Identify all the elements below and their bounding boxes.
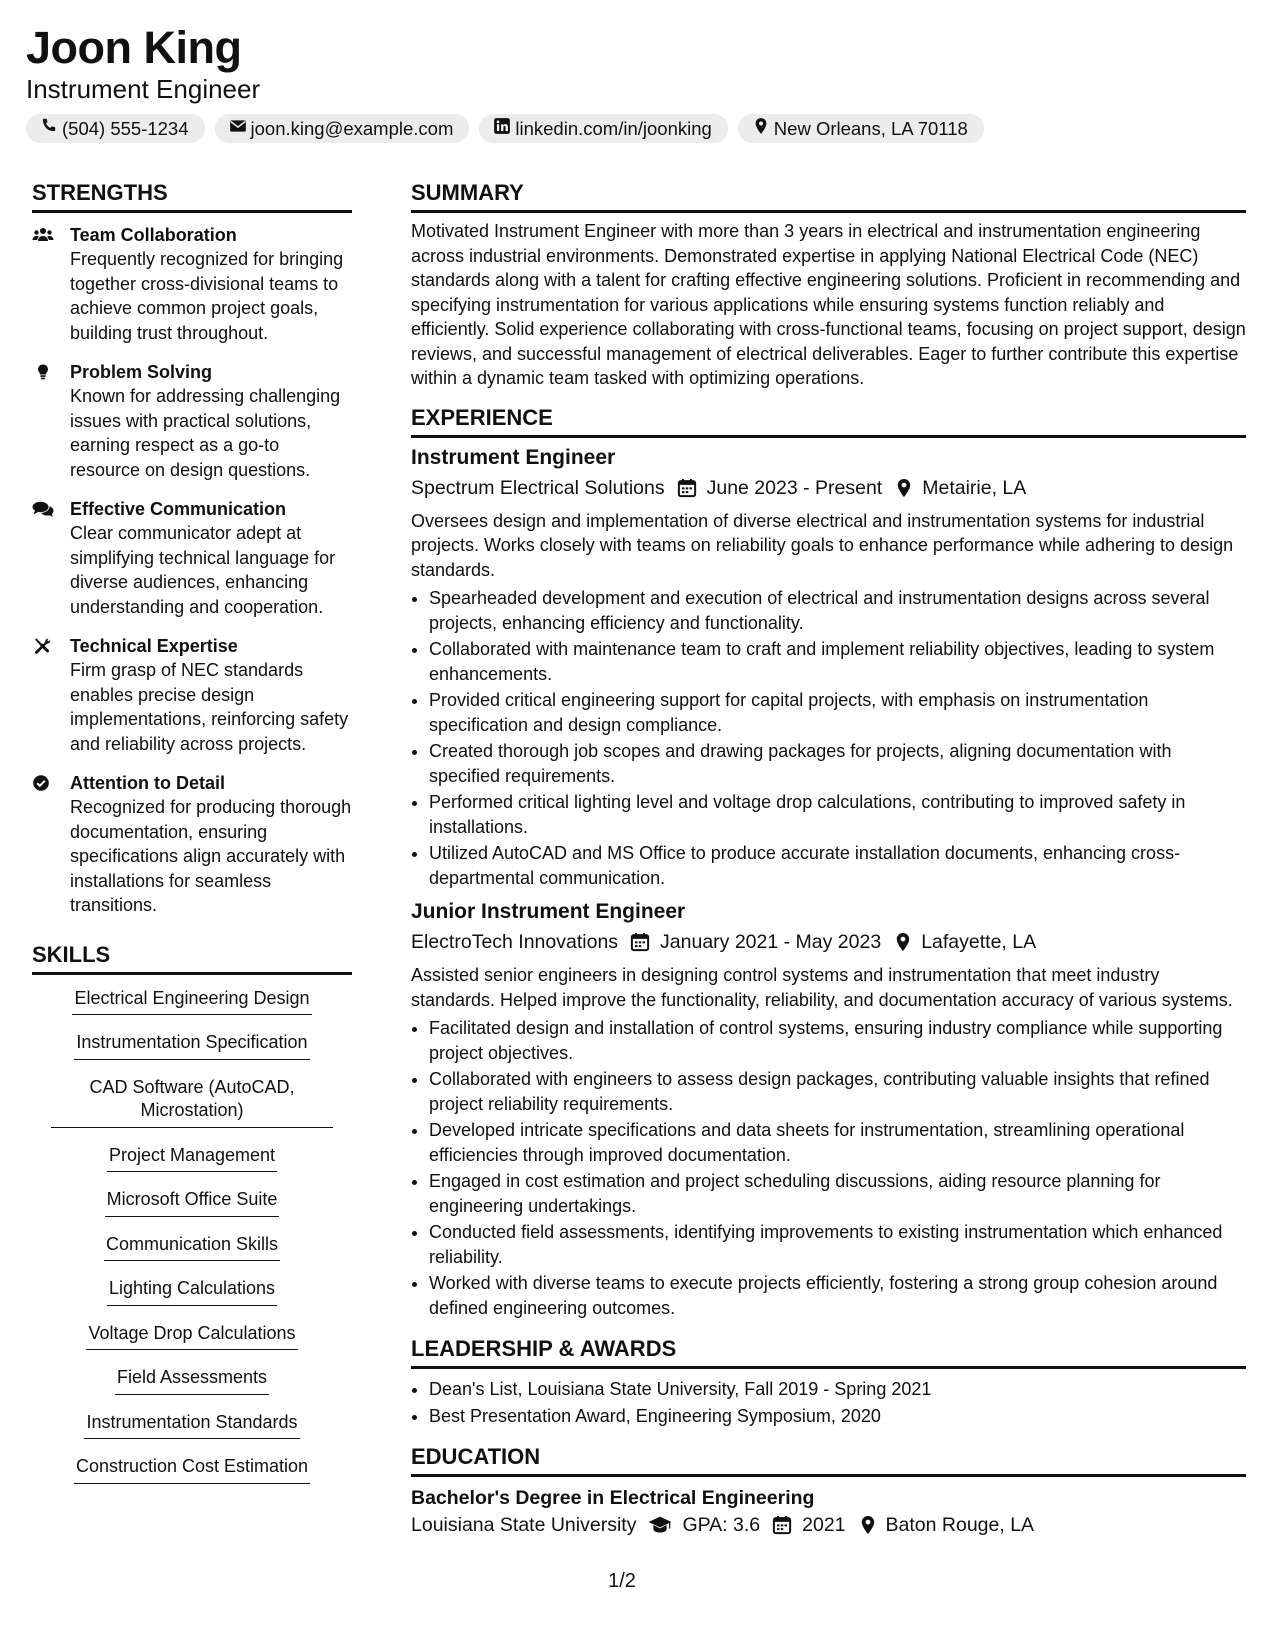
check-circle-icon	[32, 771, 56, 918]
job-entry	[411, 444, 1246, 891]
strength-item	[32, 771, 352, 918]
skill-item: Construction Cost Estimation	[74, 1455, 310, 1484]
job-bullets	[411, 1016, 1246, 1320]
strength-item	[32, 634, 352, 756]
skill-item: Project Management	[107, 1144, 277, 1173]
contact-bar	[26, 114, 1249, 143]
leadership-item: • Dean's List, Louisiana State University, Fall 2019 - Spring 2021	[429, 1377, 1246, 1402]
candidate-name: Joon King	[26, 22, 242, 73]
job-bullet: • Performed critical lighting level and voltage drop calculations, contributing to improved safety in installations.	[429, 790, 1246, 839]
job-bullet: • Collaborated with maintenance team to craft and implement reliability objectives, leading to system enhancements.	[429, 637, 1246, 686]
strength-desc: Frequently recognized for bringing together cross-divisional teams to achieve common project goals, building trust throughout.	[70, 249, 344, 343]
skill-item: Instrumentation Standards	[84, 1411, 299, 1440]
map-pin-icon	[752, 117, 770, 140]
phone-contact[interactable]	[26, 114, 205, 143]
job-title: Junior Instrument Engineer	[411, 900, 686, 923]
leadership-list	[411, 1377, 1246, 1428]
job-bullet: • Worked with diverse teams to execute projects efficiently, fostering a strong group cohesion around defined engineering outcomes.	[429, 1271, 1246, 1320]
job-bullet: • Spearheaded development and execution of electrical and instrumentation designs across several projects, enhancing efficiency and functionality.	[429, 586, 1246, 635]
job-bullet: • Utilized AutoCAD and MS Office to produce accurate installation documents, enhancing cross-departmental communication.	[429, 841, 1246, 890]
education-location: Baton Rouge, LA	[885, 1514, 1035, 1536]
lightbulb-icon	[32, 360, 56, 482]
education-year: 2021	[802, 1514, 846, 1536]
strengths-heading: STRENGTHS	[32, 180, 352, 213]
resume-header	[26, 22, 1249, 143]
left-column	[32, 180, 352, 1500]
job-bullet: • Developed intricate specifications and data sheets for instrumentation, streamlining operational efficiencies through improved documentation.	[429, 1118, 1246, 1167]
skills-heading: SKILLS	[32, 942, 352, 975]
experience-heading: EXPERIENCE	[411, 405, 1246, 438]
skills-list	[32, 987, 352, 1500]
users-icon	[32, 223, 56, 345]
summary-text: Motivated Instrument Engineer with more than 3 years in electrical and instrumentation engineering across industrial environments. Demonstrated expertise in applying National Electrical Code (NEC) standards along with a talent for crafting effective engineering solutions. Proficient in recommending and specifying instrumentation for various applications while ensuring systems function reliably and efficiently. Solid experience collaborating with cross-functional teams, focusing on project support, design reviews, and successful management of electrical deliverables. Eager to further contribute this expertise within a dynamic team tasked with optimizing operations.	[411, 221, 1246, 388]
company-name: Spectrum Electrical Solutions	[411, 476, 665, 499]
job-bullet: • Facilitated design and installation of control systems, ensuring industry compliance while supporting project objectives.	[429, 1016, 1246, 1065]
company-name: ElectroTech Innovations	[411, 931, 619, 953]
job-bullet: • Created thorough job scopes and drawing packages for projects, aligning documentation with specified requirements.	[429, 739, 1246, 788]
strength-title: Attention to Detail	[70, 773, 225, 793]
job-title: Instrument Engineer	[411, 445, 616, 469]
strength-desc: Firm grasp of NEC standards enables precise design implementations, reinforcing safety and reliability across projects.	[70, 660, 349, 754]
email-contact[interactable]	[215, 114, 470, 143]
skill-item: Lighting Calculations	[107, 1277, 277, 1306]
right-column	[411, 180, 1246, 1546]
map-pin-icon	[860, 1515, 876, 1535]
job-bullet: • Conducted field assessments, identifying improvements to existing instrumentation which enhanced reliability.	[429, 1220, 1246, 1269]
location-text: New Orleans, LA 70118	[773, 117, 968, 139]
map-pin-icon	[896, 478, 912, 498]
map-pin-icon	[895, 932, 911, 952]
job-dates: January 2021 - May 2023	[660, 931, 882, 953]
job-description: Oversees design and implementation of diverse electrical and instrumentation systems for industrial projects. Works closely with teams on reliability goals to enhance performance while adhering to design standards.	[411, 510, 1234, 580]
job-bullet: • Collaborated with engineers to assess design packages, contributing valuable insights that refined project reliability requirements.	[429, 1067, 1246, 1116]
strength-desc: Recognized for producing thorough documentation, ensuring specifications align accurately with installations for seamless transitions.	[70, 797, 352, 915]
linkedin-text: linkedin.com/in/joonking	[515, 117, 712, 139]
strengths-list	[32, 223, 352, 918]
comments-icon	[32, 497, 56, 619]
job-dates: June 2023 - Present	[706, 476, 883, 499]
strength-title: Effective Communication	[70, 499, 287, 519]
skill-item: Electrical Engineering Design	[72, 987, 311, 1016]
leadership-heading: LEADERSHIP & AWARDS	[411, 1336, 1246, 1369]
location-contact	[738, 114, 984, 143]
education-heading: EDUCATION	[411, 1444, 1246, 1477]
strength-item	[32, 223, 352, 345]
job-location: Lafayette, LA	[921, 931, 1037, 953]
education-degree: Bachelor's Degree in Electrical Engineering	[411, 1487, 815, 1509]
education-school: Louisiana State University	[411, 1514, 637, 1536]
strength-desc: Known for addressing challenging issues with practical solutions, earning respect as a go-to resource on design questions.	[70, 386, 341, 480]
job-bullet: • Engaged in cost estimation and project scheduling discussions, aiding resource planning for engineering undertakings.	[429, 1169, 1246, 1218]
job-bullet: • Provided critical engineering support for capital projects, with emphasis on instrumentation specification and design compliance.	[429, 688, 1246, 737]
calendar-icon	[630, 932, 650, 952]
skill-item: Communication Skills	[104, 1233, 280, 1262]
linkedin-contact[interactable]	[479, 114, 727, 143]
phone-text: (504) 555-1234	[62, 117, 189, 139]
strength-desc: Clear communicator adept at simplifying technical language for diverse audiences, enhancing understanding and cooperation.	[70, 523, 336, 617]
skill-item: Voltage Drop Calculations	[86, 1322, 297, 1351]
skill-item: Microsoft Office Suite	[105, 1188, 280, 1217]
strength-item	[32, 497, 352, 619]
job-entry	[411, 898, 1246, 1320]
strength-title: Technical Expertise	[70, 636, 238, 656]
calendar-icon	[772, 1515, 792, 1535]
candidate-title: Instrument Engineer	[26, 74, 261, 104]
linkedin-icon	[493, 117, 511, 140]
job-description: Assisted senior engineers in designing control systems and instrumentation that meet industry standards. Helped improve the functionality, reliability, and documentation accuracy of various systems.	[411, 965, 1233, 1010]
job-meta	[411, 928, 1246, 956]
strength-title: Problem Solving	[70, 362, 213, 382]
calendar-icon	[677, 478, 697, 498]
education-meta	[411, 1511, 1246, 1539]
job-location: Metairie, LA	[922, 476, 1027, 499]
skill-item: Instrumentation Specification	[74, 1031, 309, 1060]
email-text: joon.king@example.com	[250, 117, 454, 139]
education-gpa: GPA: 3.6	[682, 1514, 761, 1536]
strength-title: Team Collaboration	[70, 225, 237, 245]
summary-heading: SUMMARY	[411, 180, 1246, 213]
phone-icon	[40, 117, 58, 140]
job-meta	[411, 474, 1246, 502]
page-number: 1/2	[608, 1570, 636, 1592]
skill-item: Field Assessments	[115, 1366, 269, 1395]
strength-item	[32, 360, 352, 482]
envelope-icon	[229, 117, 247, 140]
job-bullets	[411, 586, 1246, 890]
graduation-cap-icon	[648, 1515, 672, 1535]
skill-item: CAD Software (AutoCAD, Microstation)	[51, 1076, 333, 1128]
leadership-item: • Best Presentation Award, Engineering Symposium, 2020	[429, 1404, 1246, 1429]
tools-icon	[32, 634, 56, 756]
